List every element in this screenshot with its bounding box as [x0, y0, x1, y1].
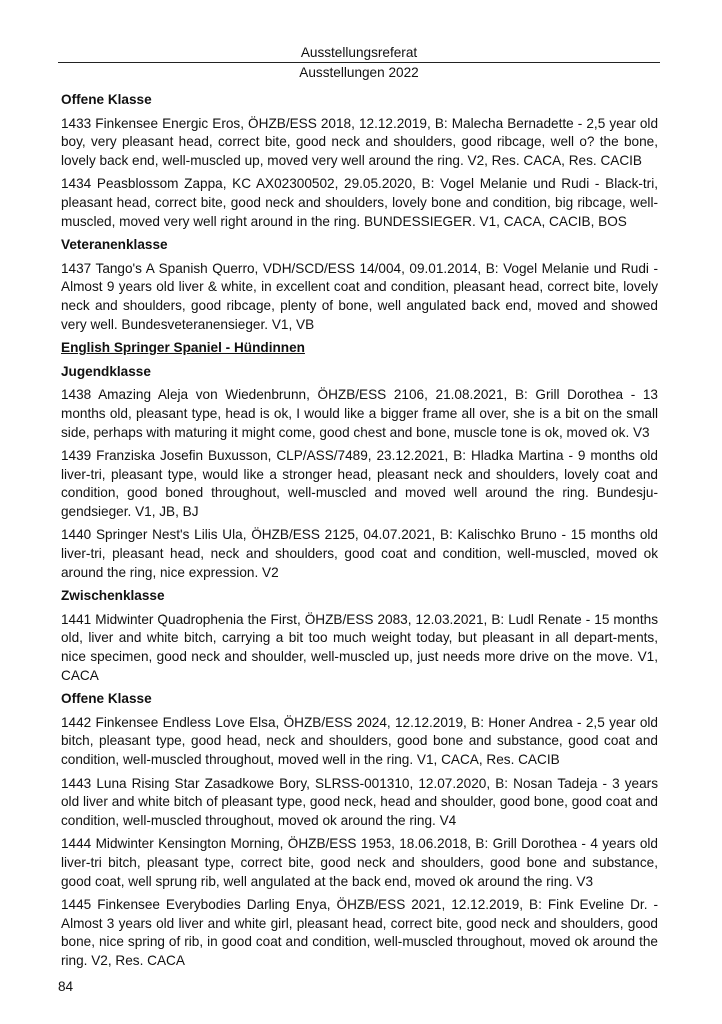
entry-1440: 1440 Springer Nest's Lilis Ula, ÖHZB/ESS 2125, 04.07.2021, B: Kalischko Bruno - 15 months old liver-tri, pleasant head, neck and shoulders, good coat and condition, well-muscled, moved ok around the ring, nice expression. V2: [61, 527, 658, 580]
page-content: [61, 91, 658, 976]
class-heading-zwischenklasse: Zwischenklasse: [61, 588, 165, 604]
header-subtitle: Ausstellungen 2022: [299, 65, 419, 80]
entry-1437: 1437 Tango's A Spanish Querro, VDH/SCD/ESS 14/004, 09.01.2014, B: Vogel Melanie und Rudi - Almost 9 years old liver & white, in excellent coat and condition, pleasant head, correct bite, lovely neck and shoulders, good ribcage, plenty of bone, well angulated back end, moved and showed very well. Bundesveteranensieger. V1, VB: [61, 260, 658, 332]
entry-1442: 1442 Finkensee Endless Love Elsa, ÖHZB/ESS 2024, 12.12.2019, B: Honer Andrea - 2,5 year old bitch, pleasant type, good head, neck and shoulders, good bone and substance, good coat and condition, well-muscled throughout, moved well in the ring. V1, CACA, Res. CACIB: [61, 714, 658, 767]
entry-1439: 1439 Franziska Josefin Buxusson, CLP/ASS/7489, 23.12.2021, B: Hladka Martina - 9 months old liver-tri, pleasant type, would like a stronger head, pleasant neck and shoulders, lovely coat and condition, good boned throughout, well-muscled and moved well around the ring. Bundesju-gendsieger. V1, JB, BJ: [61, 448, 658, 519]
entry-1443: 1443 Luna Rising Star Zasadkowe Bory, SLRSS-001310, 12.07.2020, B: Nosan Tadeja - 3 years old liver and white bitch of pleasant type, good neck, head and shoulder, good bone, good coat and condition, well-muscled throughout, moved ok around the ring. V4: [61, 775, 658, 828]
class-heading-veteranenklasse: Veteranenklasse: [61, 237, 168, 253]
class-heading-jugendklasse: Jugendklasse: [61, 363, 151, 379]
page-number: 84: [58, 979, 74, 994]
section-heading-huendinnen: English Springer Spaniel - Hündinnen: [61, 340, 305, 356]
header-title: Ausstellungsreferat: [300, 45, 418, 60]
page-header: [58, 44, 660, 81]
entry-1444: 1444 Midwinter Kensington Morning, ÖHZB/ESS 1953, 18.06.2018, B: Grill Dorothea - 4 years old liver-tri bitch, pleasant type, correct bite, good neck and shoulders, good bone and substance, good coat, well sprung rib, well angulated at the back end, moved ok around the ring. V3: [61, 836, 658, 889]
class-heading-offene-klasse-rueden: Offene Klasse: [61, 92, 152, 107]
entry-1438: 1438 Amazing Aleja von Wiedenbrunn, ÖHZB/ESS 2106, 21.08.2021, B: Grill Dorothea - 13 months old, pleasant type, head is ok, I would like a bigger frame all over, she is a bit on the small side, perhaps with maturing it might come, good chest and bone, muscle tone is ok, moved ok. V3: [61, 387, 658, 440]
class-heading-offene-klasse-huendinnen: Offene Klasse: [61, 691, 152, 707]
entry-1441: 1441 Midwinter Quadrophenia the First, ÖHZB/ESS 2083, 12.03.2021, B: Ludl Renate - 15 months old, liver and white bitch, carrying a bit too much weight today, but pleasant in all depart-ments, nice specimen, good neck and shoulder, well-muscled up, just needs more drive on the move. V1, CACA: [61, 611, 658, 683]
entry-1433: 1433 Finkensee Energic Eros, ÖHZB/ESS 2018, 12.12.2019, B: Malecha Bernadette - 2,5 year old boy, very pleasant head, correct bite, good neck and shoulders, good ribcage, well o? the bone, lovely back end, well-muscled up, moved very well around the ring. V2, Res. CACA, Res. CACIB: [61, 115, 658, 168]
entry-1445: 1445 Finkensee Everybodies Darling Enya, ÖHZB/ESS 2021, 12.12.2019, B: Fink Eveline Dr. - Almost 3 years old liver and white girl, pleasant head, correct bite, good neck and shoulders, good bone, nice spring of rib, in good coat and condition, well-muscled throughout, moved ok around the ring. V2, Res. CACA: [61, 897, 658, 968]
entry-1434: 1434 Peasblossom Zappa, KC AX02300502, 29.05.2020, B: Vogel Melanie und Rudi - Black-tri, pleasant head, correct bite, good neck and shoulders, lovely bone and condition, big ribcage, well-muscled, moved very well right around in the ring. BUNDESSIEGER. V1, CACA, CACIB, BOS: [61, 176, 658, 229]
